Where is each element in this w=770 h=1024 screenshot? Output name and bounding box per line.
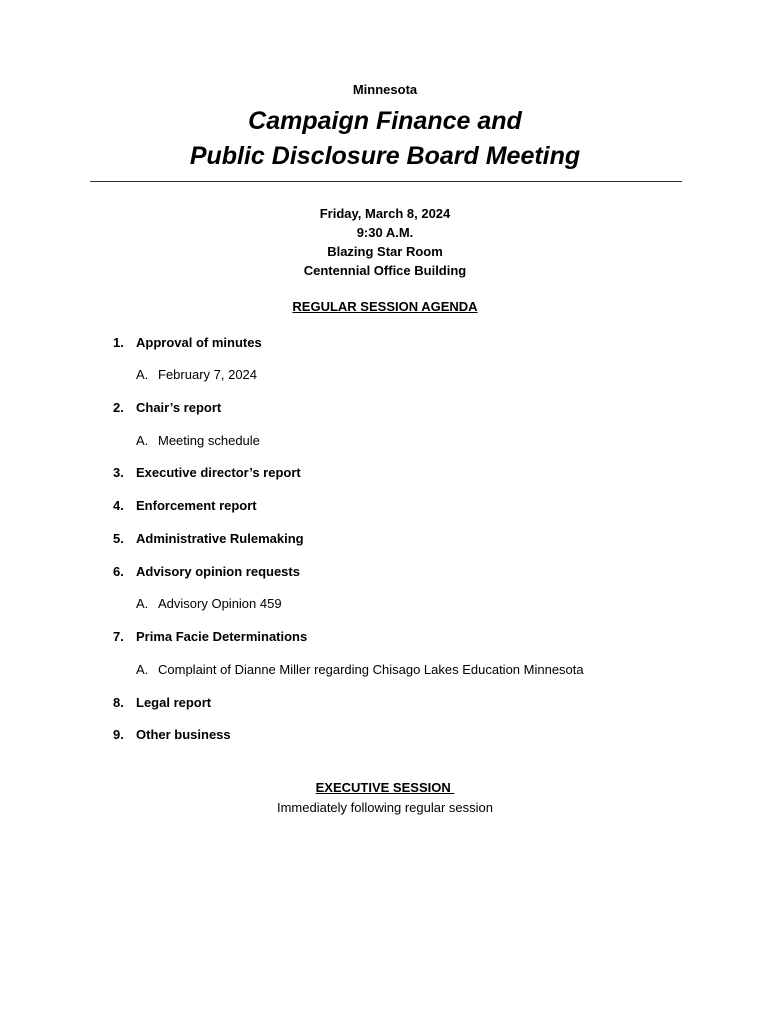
agenda-subitem-label: Advisory Opinion 459 (158, 596, 282, 611)
agenda-item (113, 465, 301, 480)
meeting-time: 9:30 A.M. (356, 225, 414, 240)
agenda-item-number: 5. (113, 531, 124, 546)
agenda-subitem-letter: A. (136, 662, 149, 677)
meeting-room: Blazing Star Room (327, 244, 443, 259)
title-line-1: Campaign Finance and (248, 107, 522, 135)
agenda-item-number: 7. (113, 629, 124, 644)
agenda-item-label: Enforcement report (136, 498, 257, 513)
agenda-item-number: 8. (113, 695, 124, 710)
agenda-item-number: 2. (113, 400, 124, 415)
agenda-item-label: Executive director’s report (136, 465, 301, 480)
agenda-item (113, 335, 262, 350)
agenda-item-label: Other business (136, 727, 231, 742)
meeting-date: Friday, March 8, 2024 (319, 206, 451, 221)
agenda-item (113, 400, 221, 415)
agenda-subitem (136, 662, 584, 677)
agenda-item-label: Advisory opinion requests (136, 564, 300, 579)
agenda-subitem-letter: A. (136, 433, 149, 448)
agenda-subitem-label: Complaint of Dianne Miller regarding Chisago Lakes Education Minnesota (158, 662, 584, 677)
agenda-subitem (136, 367, 257, 382)
agenda-item (113, 629, 307, 644)
agenda-item-number: 4. (113, 498, 124, 513)
title-divider (90, 181, 682, 182)
agenda-subitem-label: Meeting schedule (158, 433, 260, 448)
executive-session-heading-text: EXECUTIVE SESSION (315, 780, 455, 795)
agenda-item-label: Administrative Rulemaking (136, 531, 304, 546)
agenda-item (113, 564, 300, 579)
agenda-item-number: 6. (113, 564, 124, 579)
agenda-item-number: 9. (113, 727, 124, 742)
agenda-item-label: Legal report (136, 695, 212, 710)
executive-session-heading (0, 780, 770, 795)
meeting-details (0, 204, 770, 280)
agenda-item-label: Approval of minutes (136, 335, 262, 350)
meeting-building: Centennial Office Building (303, 263, 467, 278)
agenda-item (113, 498, 257, 513)
agenda-item (113, 695, 211, 710)
agenda-item-label: Prima Facie Determinations (136, 629, 308, 644)
agenda-subitem-letter: A. (136, 367, 149, 382)
executive-session-note: Immediately following regular session (276, 800, 494, 815)
agenda-subitem (136, 433, 260, 448)
agenda-subitem-label: February 7, 2024 (158, 367, 258, 382)
regular-session-heading-text: REGULAR SESSION AGENDA (292, 299, 478, 314)
agenda-subitem (136, 596, 282, 611)
state-name: Minnesota (352, 82, 418, 97)
regular-session-heading (0, 299, 770, 314)
agenda-item (113, 727, 231, 742)
page-title (0, 104, 770, 174)
agenda-item (113, 531, 304, 546)
agenda-item-number: 1. (113, 335, 124, 350)
agenda-subitem-letter: A. (136, 596, 149, 611)
title-line-2: Public Disclosure Board Meeting (189, 142, 581, 170)
agenda-item-number: 3. (113, 465, 124, 480)
agenda-item-label: Chair’s report (136, 400, 222, 415)
